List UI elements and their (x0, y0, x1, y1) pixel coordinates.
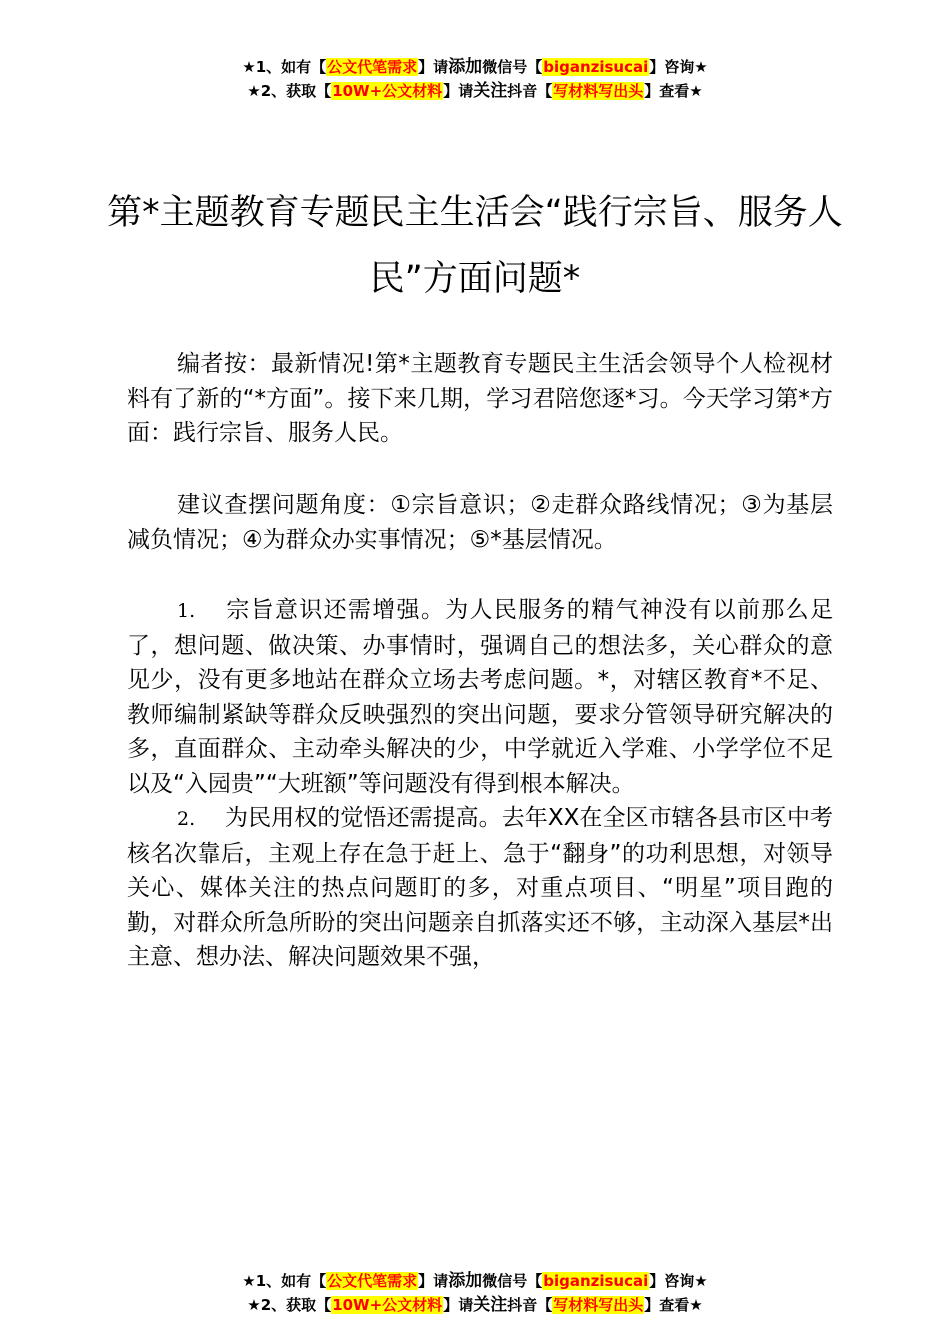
list-item (127, 593, 833, 801)
banner-emphasis: 添加 (448, 1271, 483, 1291)
banner-text: 】咨询★ (649, 58, 708, 76)
banner-text: 微信号【 (482, 1272, 543, 1290)
banner-text: ★2、获取【 (247, 82, 332, 100)
banner-text: 】请 (418, 1272, 449, 1290)
page-title: 第*主题教育专题民主生活会“践行宗旨、服务人民”方面问题* (107, 193, 843, 299)
banner-emphasis: 关注 (473, 1295, 508, 1315)
list-item (127, 801, 833, 975)
banner-highlight: 公文代笔需求 (327, 1272, 418, 1290)
issue-list (127, 593, 833, 975)
banner-line-2 (0, 1293, 950, 1317)
banner-text: 】查看★ (644, 82, 703, 100)
banner-highlight: biganzisucai (543, 1272, 649, 1290)
banner-text: ★2、获取【 (247, 1296, 332, 1314)
banner-text: ★1、如有【 (242, 1272, 327, 1290)
banner-highlight: biganzisucai (543, 58, 649, 76)
banner-highlight: 10W+公文材料 (332, 1296, 443, 1314)
banner-text: 】请 (418, 58, 449, 76)
item-number: 2. (177, 808, 196, 830)
banner-line-1 (0, 1269, 950, 1293)
top-banner (0, 55, 950, 103)
banner-text: 微信号【 (482, 58, 543, 76)
suggestion (127, 488, 833, 557)
banner-line-2 (0, 79, 950, 103)
banner-text: 】请 (443, 1296, 474, 1314)
banner-text: 抖音【 (507, 1296, 553, 1314)
banner-line-1 (0, 55, 950, 79)
editor-note-text: 编者按：最新情况!第*主题教育专题民主生活会领导个人检视材料有了新的“*方面”。接下来几期，学习君陪您逐*习。今天学习第*方面：践行宗旨、服务人民。 (127, 351, 833, 446)
banner-highlight: 写材料写出头 (553, 1296, 644, 1314)
bottom-banner (0, 1269, 950, 1317)
banner-text: 】咨询★ (649, 1272, 708, 1290)
banner-highlight: 写材料写出头 (553, 82, 644, 100)
banner-emphasis: 添加 (448, 57, 483, 77)
banner-highlight: 公文代笔需求 (327, 58, 418, 76)
banner-text: 抖音【 (507, 82, 553, 100)
banner-text: 】请 (443, 82, 474, 100)
item-text: 为民用权的觉悟还需提高。去年XX在全区市辖各县市区中考核名次靠后，主观上存在急于赶上、急于“翻身”的功利思想，对领导关心、媒体关注的热点问题盯的多，对重点项目、“明星”项目跑的勤，对群众所急所盼的突出问题亲自抓落实还不够，主动深入基层*出主意、想办法、解决问题效果不强， (127, 805, 833, 970)
item-number: 1. (177, 600, 196, 622)
item-text: 宗旨意识还需增强。为人民服务的精气神没有以前那么足了，想问题、做决策、办事情时，强调自己的想法多，关心群众的意见少，没有更多地站在群众立场去考虑问题。*，对辖区教育*不足、教师编制紧缺等群众反映强烈的突出问题，要求分管领导研究解决的多，直面群众、主动牵头解决的少，中学就近入学难、小学学位不足以及“入园贵”“大班额”等问题没有得到根本解决。 (127, 597, 833, 797)
banner-highlight: 10W+公文材料 (332, 82, 443, 100)
banner-text: 】查看★ (644, 1296, 703, 1314)
editor-note (127, 347, 833, 451)
suggestion-text: 建议查摆问题角度：①宗旨意识；②走群众路线情况；③为基层减负情况；④为群众办实事情况；⑤*基层情况。 (127, 492, 833, 553)
banner-emphasis: 关注 (473, 81, 508, 101)
banner-text: ★1、如有【 (242, 58, 327, 76)
